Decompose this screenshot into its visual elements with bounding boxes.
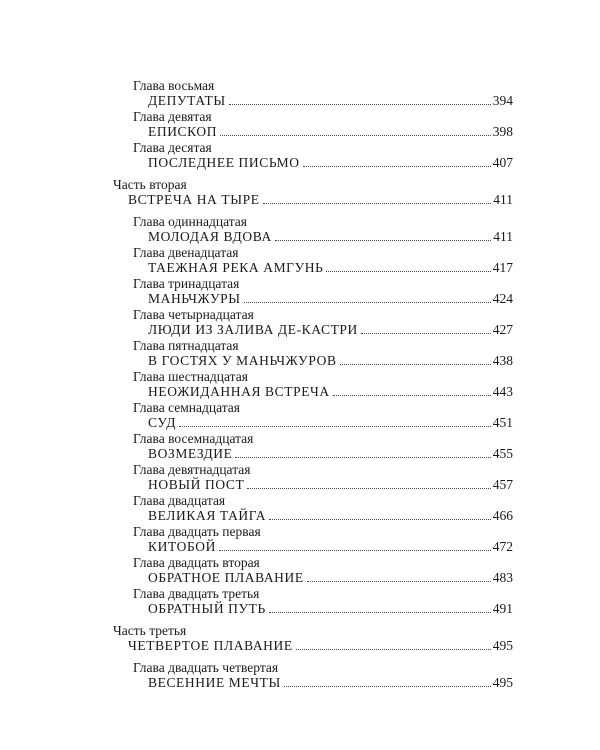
toc-entry-title: МОЛОДАЯ ВДОВА: [148, 229, 272, 244]
toc-entry-title: ОБРАТНОЕ ПЛАВАНИЕ: [148, 570, 304, 585]
toc-chapter-label: Глава тринадцатая: [133, 276, 240, 291]
toc-chapter-label: Глава двадцать третья: [133, 586, 260, 601]
toc-part-entry[interactable]: [128, 192, 513, 208]
dot-leader: [333, 395, 491, 396]
dot-leader: [361, 333, 491, 334]
toc-chapter-entry[interactable]: [148, 384, 513, 400]
dot-leader: [296, 649, 491, 650]
toc-chapter-label: Глава двадцатая: [133, 493, 226, 508]
toc-chapter-label: Глава двенадцатая: [133, 245, 239, 260]
dot-leader: [229, 104, 491, 105]
toc-chapter-entry[interactable]: [148, 322, 513, 338]
toc-page-number: 443: [492, 384, 513, 399]
toc-chapter-entry[interactable]: [148, 124, 513, 140]
toc-chapter-entry[interactable]: [148, 260, 513, 276]
toc-chapter-entry[interactable]: [148, 675, 513, 691]
dot-leader: [269, 519, 491, 520]
toc-entry-title: ТАЕЖНАЯ РЕКА АМГУНЬ: [148, 260, 324, 275]
toc-page-number: 491: [492, 601, 513, 616]
toc-page-number: 483: [492, 570, 513, 585]
toc-chapter-label: Глава восемнадцатая: [133, 431, 254, 446]
toc-chapter-label: Глава четырнадцатая: [133, 307, 254, 322]
dot-leader: [284, 686, 491, 687]
toc-page-number: 407: [492, 155, 513, 170]
toc-entry-title: МАНЬЧЖУРЫ: [148, 291, 241, 306]
toc-page-number: 411: [493, 192, 513, 207]
toc-page-number: 466: [492, 508, 513, 523]
toc-chapter-label: Глава десятая: [133, 140, 212, 155]
toc-page-number: 417: [492, 260, 513, 275]
toc-entry-title: ВЕСЕННИЕ МЕЧТЫ: [148, 675, 281, 690]
toc-entry-title: ДЕПУТАТЫ: [148, 93, 226, 108]
toc-page-number: 495: [492, 675, 513, 690]
dot-leader: [340, 364, 491, 365]
toc-chapter-label: Глава восьмая: [133, 78, 215, 93]
toc-chapter-label: Глава одиннадцатая: [133, 214, 247, 229]
toc-page-number: 398: [492, 124, 513, 139]
dot-leader: [244, 302, 491, 303]
dot-leader: [235, 457, 490, 458]
toc-part-label: Часть вторая: [113, 177, 187, 192]
toc-page-number: 424: [492, 291, 513, 306]
dot-leader: [263, 203, 492, 204]
toc-entry-title: ОБРАТНЫЙ ПУТЬ: [148, 601, 266, 616]
toc-part-entry[interactable]: [128, 638, 513, 654]
toc-page-number: 394: [492, 93, 513, 108]
toc-chapter-entry[interactable]: [148, 155, 513, 171]
dot-leader: [307, 581, 491, 582]
toc-chapter-label: Глава пятнадцатая: [133, 338, 239, 353]
toc-chapter-label: Глава девятнадцатая: [133, 462, 251, 477]
toc-entry-title: ПОСЛЕДНЕЕ ПИСЬМО: [148, 155, 300, 170]
dot-leader: [219, 550, 491, 551]
toc-page-number: 427: [492, 322, 513, 337]
toc-chapter-entry[interactable]: [148, 539, 513, 555]
toc-entry-title: КИТОБОЙ: [148, 539, 216, 554]
toc-chapter-entry[interactable]: [148, 93, 513, 109]
toc-chapter-label: Глава двадцать четвертая: [133, 660, 279, 675]
toc-chapter-label: Глава двадцать вторая: [133, 555, 260, 570]
toc-entry-title: ЛЮДИ ИЗ ЗАЛИВА ДЕ-КАСТРИ: [148, 322, 358, 337]
toc-page-number: 451: [492, 415, 513, 430]
toc-chapter-label: Глава девятая: [133, 109, 212, 124]
toc-page-number: 472: [492, 539, 513, 554]
toc-chapter-entry[interactable]: [148, 508, 513, 524]
dot-leader: [247, 488, 490, 489]
toc-chapter-entry[interactable]: [148, 291, 513, 307]
toc-entry-title: НОВЫЙ ПОСТ: [148, 477, 245, 492]
toc-entry-title: ВОЗМЕЗДИЕ: [148, 446, 233, 461]
toc-entry-title: ВЕЛИКАЯ ТАЙГА: [148, 508, 267, 523]
toc-entry-title: НЕОЖИДАННАЯ ВСТРЕЧА: [148, 384, 330, 399]
dot-leader: [269, 612, 491, 613]
toc-page-number: 455: [492, 446, 513, 461]
toc-chapter-label: Глава семнадцатая: [133, 400, 240, 415]
toc-page-number: 457: [492, 477, 513, 492]
toc-chapter-entry[interactable]: [148, 601, 513, 617]
toc-entry-title: СУД: [148, 415, 177, 430]
dot-leader: [220, 135, 491, 136]
toc-entry-title: В ГОСТЯХ У МАНЬЧЖУРОВ: [148, 353, 337, 368]
toc-chapter-entry[interactable]: [148, 229, 513, 245]
toc-chapter-label: Глава двадцать первая: [133, 524, 261, 539]
toc-chapter-entry[interactable]: [148, 570, 513, 586]
dot-leader: [275, 240, 491, 241]
toc-entry-title: ЕПИСКОП: [148, 124, 218, 139]
toc-entry-title: ВСТРЕЧА НА ТЫРЕ: [128, 192, 260, 207]
dot-leader: [179, 426, 491, 427]
toc-part-label: Часть третья: [113, 623, 187, 638]
dot-leader: [326, 271, 490, 272]
toc-chapter-entry[interactable]: [148, 446, 513, 462]
toc-page-number: 438: [492, 353, 513, 368]
toc-chapter-label: Глава шестнадцатая: [133, 369, 248, 384]
toc-page-number: 411: [493, 229, 513, 244]
toc-chapter-entry[interactable]: [148, 477, 513, 493]
toc-page-number: 495: [492, 638, 513, 653]
toc-chapter-entry[interactable]: [148, 415, 513, 431]
dot-leader: [303, 166, 491, 167]
toc-chapter-entry[interactable]: [148, 353, 513, 369]
toc-entry-title: ЧЕТВЕРТОЕ ПЛАВАНИЕ: [128, 638, 293, 653]
